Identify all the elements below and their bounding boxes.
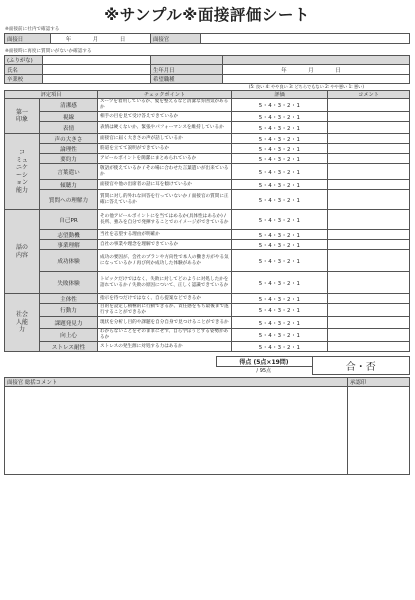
comment-field[interactable] xyxy=(328,164,410,180)
check-point: わからないことをそのままにせず、自ら学ぼうとする姿勢があるか xyxy=(98,329,232,342)
check-point: 筋道を立てて説明ができているか xyxy=(98,144,232,154)
item-name: 声の大きさ xyxy=(40,134,98,144)
rating-scale[interactable]: 5・4・3・2・1 xyxy=(232,180,328,190)
check-point: 面接官や他の出席者の話に耳を傾けているか xyxy=(98,180,232,190)
rating-scale[interactable]: 5・4・3・2・1 xyxy=(232,230,328,240)
furigana-label: (ふりがな) xyxy=(5,56,43,65)
evaluation-table xyxy=(4,90,410,352)
interviewer-label: 面接官 xyxy=(151,34,201,44)
item-name: 傾聴力 xyxy=(40,180,98,190)
item-name: 論理性 xyxy=(40,144,98,154)
rating-scale[interactable]: 5・4・3・2・1 xyxy=(232,317,328,329)
evaluation-row xyxy=(5,154,410,164)
score-spacer-2 xyxy=(4,367,216,375)
evaluation-row xyxy=(5,230,410,240)
item-name: 視線 xyxy=(40,112,98,122)
rating-scale[interactable]: 5・4・3・2・1 xyxy=(232,122,328,134)
evaluation-header-row xyxy=(5,91,410,99)
comment-field[interactable] xyxy=(328,342,410,352)
check-point: 面接官に届く大きさの声が話しているか xyxy=(98,134,232,144)
comment-field[interactable] xyxy=(328,99,410,112)
comment-field[interactable] xyxy=(328,112,410,122)
evaluation-row xyxy=(5,240,410,250)
rating-scale[interactable]: 5・4・3・2・1 xyxy=(232,329,328,342)
rating-scale[interactable]: 5・4・3・2・1 xyxy=(232,272,328,294)
birth-date-field[interactable]: 年 月 日 xyxy=(223,65,410,75)
check-point: 指示を待つだけではなく、自ら提案などできるか xyxy=(98,294,232,304)
score-unit: / 95点 xyxy=(256,368,272,375)
overall-comment-field[interactable] xyxy=(5,387,348,475)
evaluation-body xyxy=(5,99,410,352)
check-point: 成功の要因が、会社のプランや方向性で本人の働き方がやる気になっているか / 再び何か成功した体験があるか xyxy=(98,250,232,272)
rating-scale[interactable]: 5・4・3・2・1 xyxy=(232,304,328,317)
approval-stamp-field[interactable] xyxy=(348,387,410,475)
comment-field[interactable] xyxy=(328,210,410,230)
page-title: ※サンプル※面接評価シート xyxy=(104,6,310,24)
column-category: 評定項目 xyxy=(5,91,98,99)
column-comment: コメント xyxy=(328,91,410,99)
evaluation-row xyxy=(5,122,410,134)
check-point: スーツを着用しているか、髪を整えるなど清潔な雰囲気があるか xyxy=(98,99,232,112)
rating-scale[interactable]: 5・4・3・2・1 xyxy=(232,240,328,250)
score-section xyxy=(4,356,410,375)
desired-role-field[interactable] xyxy=(223,75,410,84)
item-name: 成功体験 xyxy=(40,250,98,272)
furigana-blank-cell xyxy=(151,56,223,65)
comment-field[interactable] xyxy=(328,122,410,134)
evaluation-row xyxy=(5,329,410,342)
evaluation-row xyxy=(5,250,410,272)
interviewer-field[interactable] xyxy=(201,34,410,44)
desired-role-label: 希望職種 xyxy=(151,75,223,84)
interview-date-field[interactable]: 年 月 日 xyxy=(51,34,151,44)
rating-scale[interactable]: 5・4・3・2・1 xyxy=(232,134,328,144)
evaluation-row xyxy=(5,294,410,304)
rating-legend: (5: 良い 4: やや良い 3: どちらでもない 2: やや悪い 1: 悪い) xyxy=(248,84,364,89)
approval-label: 承認印 xyxy=(348,378,410,387)
item-name: 清潔感 xyxy=(40,99,98,112)
summary-section xyxy=(4,377,410,475)
column-rating: 評価 xyxy=(232,91,328,99)
evaluation-row xyxy=(5,304,410,317)
score-spacer xyxy=(4,357,216,367)
evaluation-row xyxy=(5,144,410,154)
comment-field[interactable] xyxy=(328,230,410,240)
rating-scale[interactable]: 5・4・3・2・1 xyxy=(232,210,328,230)
birth-date-label: 生年月日 xyxy=(151,65,223,75)
comment-field[interactable] xyxy=(328,134,410,144)
check-point: 現状を分析し目的や課題を自分自身で見つけることができるか xyxy=(98,317,232,329)
check-point: 当社を志望する理由が明確か xyxy=(98,230,232,240)
comment-field[interactable] xyxy=(328,304,410,317)
overall-comment-label: 面接官 総括コメント xyxy=(5,378,348,387)
rating-scale[interactable]: 5・4・3・2・1 xyxy=(232,190,328,210)
evaluation-row xyxy=(5,272,410,294)
check-point: 相手の目を見て受け答えできているか xyxy=(98,112,232,122)
item-name: ストレス耐性 xyxy=(40,342,98,352)
item-name: 言葉遣い xyxy=(40,164,98,180)
comment-field[interactable] xyxy=(328,317,410,329)
furigana-blank-cell-2 xyxy=(223,56,410,65)
evaluation-row xyxy=(5,112,410,122)
item-name: 行動力 xyxy=(40,304,98,317)
evaluation-row xyxy=(5,317,410,329)
interview-date-label: 面接日 xyxy=(5,34,51,44)
evaluation-row xyxy=(5,164,410,180)
check-point: アピールポイントを簡潔にまとめられているか xyxy=(98,154,232,164)
rating-scale[interactable]: 5・4・3・2・1 xyxy=(232,294,328,304)
check-point: 質問に対し的外れな回答を行っていないか / 面接官の質問に正確に答えているか xyxy=(98,190,232,210)
school-label: 卒業校 xyxy=(5,75,43,84)
rating-scale[interactable]: 5・4・3・2・1 xyxy=(232,164,328,180)
rating-scale[interactable]: 5・4・3・2・1 xyxy=(232,144,328,154)
item-name: 主体性 xyxy=(40,294,98,304)
check-point: 敬語が使えているか / その場に合わせた言葉遣いが出来ているか xyxy=(98,164,232,180)
evaluation-row xyxy=(5,99,410,112)
check-point: ストレスの発生源に対処する力はあるか xyxy=(98,342,232,352)
evaluation-row xyxy=(5,180,410,190)
evaluation-row xyxy=(5,210,410,230)
category-cell: 第一印象 xyxy=(5,99,40,134)
check-point: その他アピールポイントにを当てはめるか(具体性はあるか) / 長所、強みを自分で発揮することでのイメージができているか xyxy=(98,210,232,230)
pre-interview-note: ※面接前に社内で確認する xyxy=(5,27,60,32)
item-name: 自己PR xyxy=(40,210,98,230)
furigana-field[interactable] xyxy=(43,56,151,65)
interview-info-table xyxy=(4,33,410,44)
rating-scale[interactable]: 5・4・3・2・1 xyxy=(232,112,328,122)
candidate-info-table xyxy=(4,55,410,84)
rating-scale[interactable]: 5・4・3・2・1 xyxy=(232,154,328,164)
comment-field[interactable] xyxy=(328,272,410,294)
item-name: 課題発見力 xyxy=(40,317,98,329)
rating-scale[interactable]: 5・4・3・2・1 xyxy=(232,99,328,112)
item-name: 失敗体験 xyxy=(40,272,98,294)
comment-field[interactable] xyxy=(328,180,410,190)
comment-field[interactable] xyxy=(328,190,410,210)
category-cell: コミュニケーション能力 xyxy=(5,134,40,210)
comment-field[interactable] xyxy=(328,329,410,342)
evaluation-sheet xyxy=(4,4,410,596)
check-point: 自社の事業や理念を理解できているか xyxy=(98,240,232,250)
comment-field[interactable] xyxy=(328,154,410,164)
item-name: 向上心 xyxy=(40,329,98,342)
name-label: 氏名 xyxy=(5,65,43,75)
pass-fail-field[interactable]: 合・否 xyxy=(312,357,410,375)
check-point: 目的を設定し積極的に行動できるか、責任感をもち最後まで遂行することができるか xyxy=(98,304,232,317)
item-name: 要約力 xyxy=(40,154,98,164)
school-field[interactable] xyxy=(43,75,151,84)
evaluation-row xyxy=(5,342,410,352)
rating-scale[interactable]: 5・4・3・2・1 xyxy=(232,342,328,352)
name-field[interactable] xyxy=(43,65,151,75)
evaluation-row xyxy=(5,190,410,210)
evaluation-row xyxy=(5,134,410,144)
item-name: 志望動機 xyxy=(40,230,98,240)
item-name: 事業理解 xyxy=(40,240,98,250)
item-name: 質問への理解力 xyxy=(40,190,98,210)
check-point: トピックだけではなく、失敗に対してどのように対処したかを語れているか / 失敗の原因について、正しく認識できているか xyxy=(98,272,232,294)
column-check: チェックポイント xyxy=(98,91,232,99)
comment-field[interactable] xyxy=(328,250,410,272)
category-cell: 話の内容 xyxy=(5,210,40,294)
comment-field[interactable] xyxy=(328,240,410,250)
category-cell: 社会人能力 xyxy=(5,294,40,352)
during-interview-note: ※面接時に再度に質問いがないか確認する xyxy=(5,49,92,54)
rating-scale[interactable]: 5・4・3・2・1 xyxy=(232,250,328,272)
score-label: 得点 (5点×19問) xyxy=(216,357,312,367)
check-point: 表情は硬くないか、緊張やパフォーマンスを維持しているか xyxy=(98,122,232,134)
comment-field[interactable] xyxy=(328,144,410,154)
comment-field[interactable] xyxy=(328,294,410,304)
item-name: 表情 xyxy=(40,122,98,134)
